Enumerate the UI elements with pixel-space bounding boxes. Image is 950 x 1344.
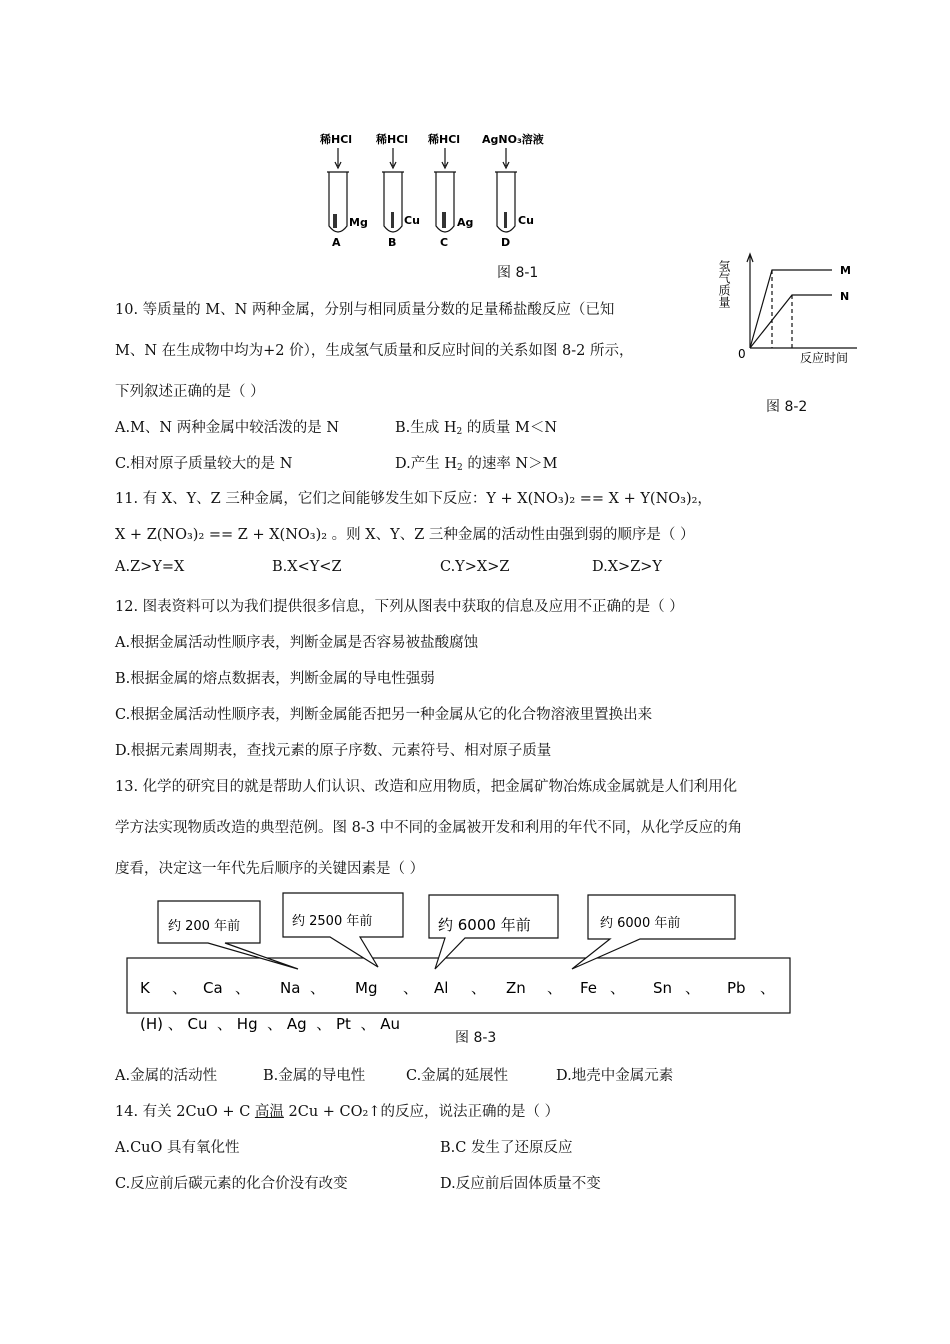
q10-stem-line2: M、N 在生成物中均为+2 价），生成氢气质量和反应时间的关系如图 8-2 所示， xyxy=(115,343,634,359)
metal-pb: Pb xyxy=(727,979,746,997)
metal-row-2: (H) 、 Cu 、 Hg 、 Ag 、 Pt 、 Au xyxy=(140,1015,400,1033)
bubble-6000-years-al: 约 6000 年前 xyxy=(438,916,531,934)
q10-option-b-text: B.生成 H xyxy=(395,420,457,436)
q14-option-b[interactable]: B.C 发生了还原反应 xyxy=(440,1140,573,1156)
q10-option-d[interactable] xyxy=(395,452,557,473)
metal-zn: Zn xyxy=(506,979,526,997)
q10-option-b[interactable] xyxy=(395,416,557,437)
tube-d-reagent: AgNO₃溶液 xyxy=(482,133,544,146)
metal-k: K xyxy=(140,979,150,997)
figure-8-1-caption: 图 8-1 xyxy=(497,265,539,281)
tube-d-metal: Cu xyxy=(518,214,534,227)
q10-stem-line3: 下列叙述正确的是（ ） xyxy=(115,384,265,400)
q14-stem-post: 2Cu + CO₂↑的反应，说法正确的是（ ） xyxy=(283,1104,560,1120)
q11-option-a[interactable]: A.Z>Y=X xyxy=(115,559,185,575)
metal-fe: Fe xyxy=(580,979,598,997)
sep: 、 xyxy=(547,979,563,997)
q13-option-a[interactable]: A.金属的活动性 xyxy=(115,1068,218,1084)
q12-option-b[interactable]: B.根据金属的熔点数据表，判断金属的导电性强弱 xyxy=(115,671,435,687)
metal-al: Al xyxy=(434,979,449,997)
q11-option-b[interactable]: B.X<Y<Z xyxy=(272,559,342,575)
q11-option-d[interactable]: D.X>Z>Y xyxy=(592,559,662,575)
metal-mg: Mg xyxy=(355,979,378,997)
metal-sn: Sn xyxy=(653,979,673,997)
figure-8-1 xyxy=(318,128,558,248)
tube-d-letter: D xyxy=(501,236,511,249)
q10-stem-line1: 10. 等质量的 M、N 两种金属，分别与相同质量分数的足量稀盐酸反应（已知 xyxy=(115,302,615,318)
tube-c-letter: C xyxy=(440,236,449,249)
bubble-200-years: 约 200 年前 xyxy=(168,919,241,934)
q13-option-c[interactable]: C.金属的延展性 xyxy=(406,1068,509,1084)
q11-stem-line2: X + Z(NO₃)₂ == Z + X(NO₃)₂ 。则 X、Y、Z 三种金属的活动性由强到弱的顺序是（ ） xyxy=(115,527,695,543)
tube-b-letter: B xyxy=(388,236,397,249)
q13-option-b[interactable]: B.金属的导电性 xyxy=(263,1068,366,1084)
q14-stem-pre: 14. 有关 2CuO + C xyxy=(115,1104,255,1120)
q10-option-b-sub: 2 xyxy=(456,427,463,437)
q14-option-d[interactable]: D.反应前后固体质量不变 xyxy=(440,1176,601,1192)
q11-option-c[interactable]: C.Y>X>Z xyxy=(440,559,510,575)
q10-option-b-text2: 的质量 M＜N xyxy=(462,420,558,436)
figure-8-3-caption: 图 8-3 xyxy=(455,1030,497,1046)
q14-condition: 高温 xyxy=(254,1104,284,1120)
sep: 、 xyxy=(403,979,419,997)
fig82-ylabel: 氢气质量 xyxy=(717,260,731,308)
q10-option-a[interactable]: A.M、N 两种金属中较活泼的是 N xyxy=(115,420,340,436)
sep: 、 xyxy=(172,979,188,997)
metal-na: Na xyxy=(280,979,301,997)
q12-stem: 12. 图表资料可以为我们提供很多信息，下列从图表中获取的信息及应用不正确的是（ ） xyxy=(115,599,684,615)
q10-option-c[interactable]: C.相对原子质量较大的是 N xyxy=(115,456,293,472)
q11-stem-line1: 11. 有 X、Y、Z 三种金属，它们之间能够发生如下反应：Y + X(NO₃)₂ == X + Y(NO₃)₂， xyxy=(115,491,712,507)
sep: 、 xyxy=(235,979,251,997)
tube-b-metal: Cu xyxy=(404,214,420,227)
figure-8-2 xyxy=(717,250,862,370)
q13-stem-line3: 度看，决定这一年代先后顺序的关键因素是（ ） xyxy=(115,861,425,877)
tube-a-letter: A xyxy=(332,236,341,249)
tube-a-reagent: 稀HCl xyxy=(320,133,353,146)
fig82-series-m: M xyxy=(840,264,851,277)
tube-b-reagent: 稀HCl xyxy=(376,133,409,146)
tube-c-reagent: 稀HCl xyxy=(428,133,461,146)
sep: 、 xyxy=(310,979,326,997)
sep: 、 xyxy=(610,979,626,997)
q14-stem xyxy=(115,1100,559,1121)
tube-c-metal: Ag xyxy=(457,216,474,229)
fig82-series-n: N xyxy=(840,290,850,303)
q12-option-c[interactable]: C.根据金属活动性顺序表，判断金属能否把另一种金属从它的化合物溶液里置换出来 xyxy=(115,707,653,723)
fig82-xlabel: 反应时间 xyxy=(800,351,849,365)
q10-option-d-text: D.产生 H xyxy=(395,456,457,472)
q13-option-d[interactable]: D.地壳中金属元素 xyxy=(556,1068,674,1084)
tube-a-metal: Mg xyxy=(349,216,368,229)
q14-option-c[interactable]: C.反应前后碳元素的化合价没有改变 xyxy=(115,1176,348,1192)
q12-option-d[interactable]: D.根据元素周期表，查找元素的原子序数、元素符号、相对原子质量 xyxy=(115,743,552,759)
sep: 、 xyxy=(471,979,487,997)
q14-option-a[interactable]: A.CuO 具有氧化性 xyxy=(115,1140,240,1156)
bubble-6000-years-fe: 约 6000 年前 xyxy=(600,916,681,931)
q13-stem-line1: 13. 化学的研究目的就是帮助人们认识、改造和应用物质，把金属矿物冶炼成金属就是人们利用化 xyxy=(115,779,738,795)
q10-option-d-text2: 的速率 N＞M xyxy=(462,456,558,472)
bubble-2500-years: 约 2500 年前 xyxy=(292,914,373,929)
metal-ca: Ca xyxy=(203,979,223,997)
q10-option-d-sub: 2 xyxy=(456,463,463,473)
q12-option-a[interactable]: A.根据金属活动性顺序表，判断金属是否容易被盐酸腐蚀 xyxy=(115,635,479,651)
figure-8-2-caption: 图 8-2 xyxy=(766,399,808,415)
sep: 、 xyxy=(760,979,776,997)
sep: 、 xyxy=(685,979,701,997)
q13-stem-line2: 学方法实现物质改造的典型范例。图 8-3 中不同的金属被开发和利用的年代不同，从化学反应的角 xyxy=(115,820,743,836)
fig82-origin: 0 xyxy=(738,347,746,361)
